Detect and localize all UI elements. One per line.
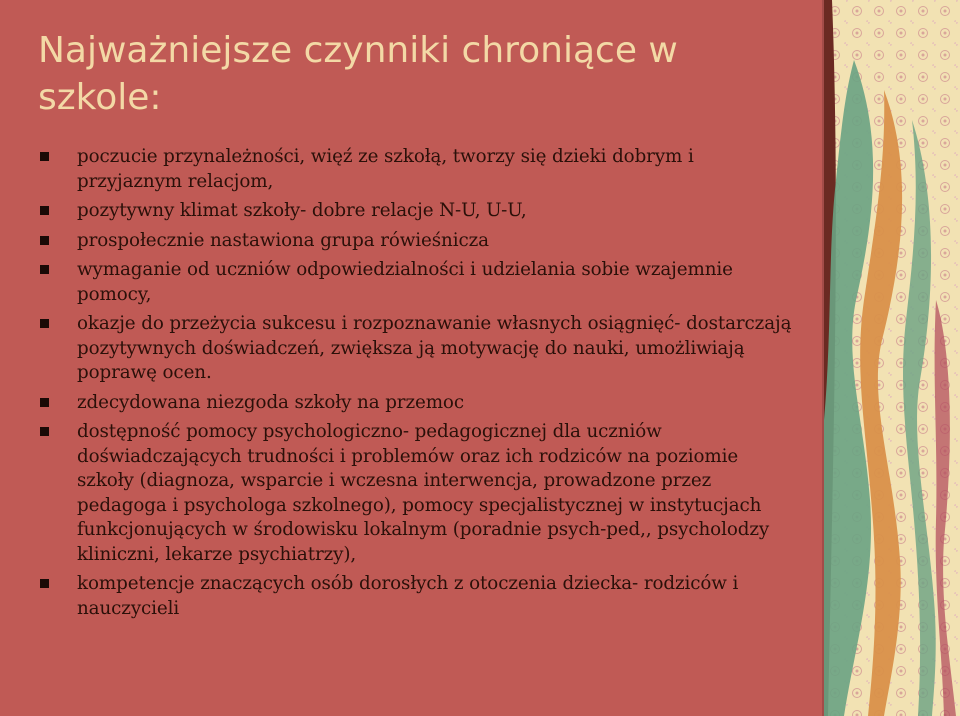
square-bullet-icon [40, 319, 49, 328]
square-bullet-icon [40, 579, 49, 588]
bullet-text: prospołecznie nastawiona grupa rówieśnicza [77, 229, 489, 251]
bullet-item [38, 572, 798, 621]
bullet-item [38, 199, 798, 224]
bullet-text: wymaganie od uczniów odpowiedzialności i udzielania sobie wzajemnie pomocy, [77, 259, 733, 305]
bullet-text: poczucie przynależności, więź ze szkołą, tworzy się dzieki dobrym i przyjaznym relacjom, [77, 146, 694, 192]
bullet-item [38, 258, 798, 307]
square-bullet-icon [40, 427, 49, 436]
bullet-text: okazje do przeżycia sukcesu i rozpoznawanie własnych osiągnięć- dostarczają pozytywnych doświadczeń, zwiększa ją motywację do nauki, umożliwiają poprawę ocen. [77, 313, 792, 383]
bullet-text: dostępność pomocy psychologiczno- pedagogicznej dla uczniów doświadczających trudności i problemów oraz ich rodziców na poziomie szkoły (diagnoza, wsparcie i wczesna interwencja, prowadzone przez pedagoga i psychologa szkolnego), pomocy specjalistycznej w instytucjach funkcjonujących w środowisku lokalnym (poradnie psych-ped,, psycholodzy kliniczni, lekarze psychiatrzy), [77, 421, 770, 565]
bullet-item [38, 391, 798, 416]
bullet-item [38, 145, 798, 194]
bullet-list [38, 145, 798, 626]
bullet-item [38, 420, 798, 567]
bullet-text: zdecydowana niezgoda szkoły na przemoc [77, 391, 464, 413]
square-bullet-icon [40, 265, 49, 274]
square-bullet-icon [40, 206, 49, 215]
square-bullet-icon [40, 236, 49, 245]
slide-title: Najważniejsze czynniki chroniące w szkole: [38, 30, 678, 118]
bullet-text: pozytywny klimat szkoły- dobre relacje N-U, U-U, [77, 200, 527, 221]
bullet-item [38, 229, 798, 254]
decorative-side-panel [824, 0, 960, 716]
bullet-item [38, 312, 798, 386]
square-bullet-icon [40, 398, 49, 407]
bullet-text: kompetencje znaczących osób dorosłych z otoczenia dziecka- rodziców i nauczycieli [77, 573, 739, 619]
square-bullet-icon [40, 152, 49, 161]
